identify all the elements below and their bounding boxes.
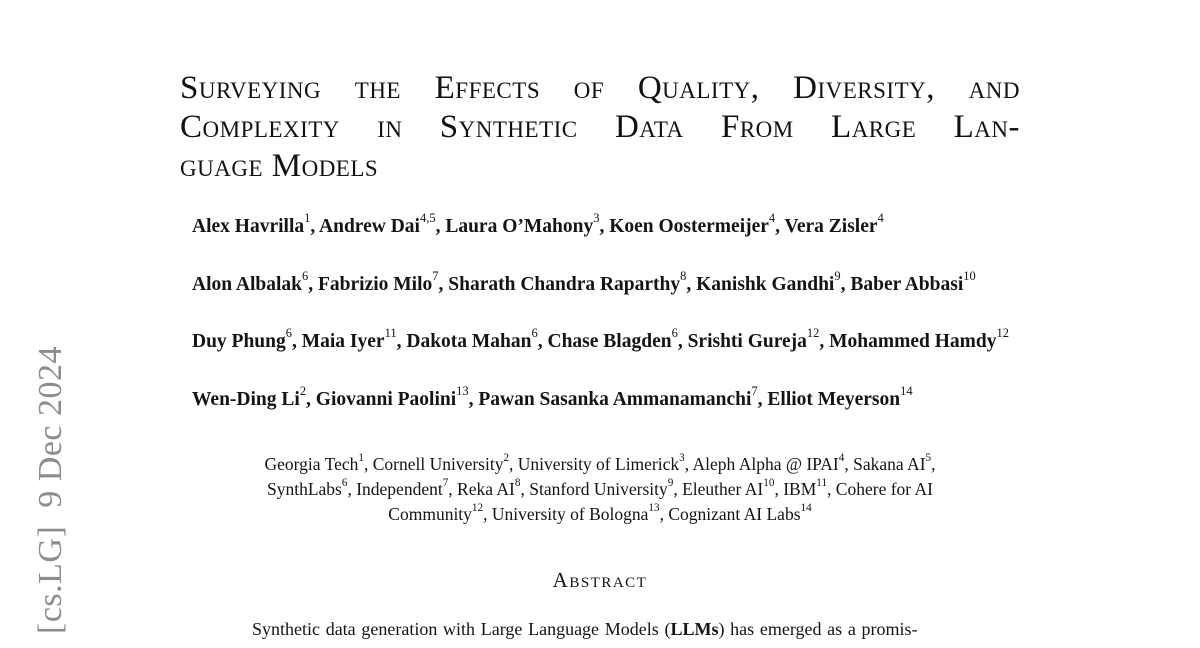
affiliation-line-1: Georgia Tech$^1$, Cornell University$^2$, University of Limerick$^3$, Aleph Alpha @ IPAI$^4$, Sakana $AI^5$, (264, 452, 936, 474)
title-line-2: Complexity in Synthetic Data From Large Lan- (180, 109, 1020, 145)
affiliations-block (180, 452, 1020, 527)
abstract-paragraph: Synthetic data generation with Large Language Models (LLMs) has emerged as a promis- (252, 619, 918, 639)
abstract-heading: Abstract (552, 568, 648, 592)
title-line-1: Surveying the Effects of Quality, Diversity, and (180, 70, 1020, 106)
paper-title (180, 69, 1020, 186)
author-line-1: Alex Havrilla$^1$, Andrew Dai$^{4,5}$, Laura O’Mahony$^3$, Koen Oostermeijer$^4$, Vera Zisler$^4$ (192, 211, 884, 237)
title-line-3: guage Models (180, 148, 379, 184)
affiliation-line-3: Community$^{12}$, University of Bologna$^{13}$, Cognizant AI Labs$^{14}$ (388, 502, 812, 524)
author-line-2: Alon Albalak$^6$, Fabrizio Milo$^7$, Sharath Chandra Raparthy$^8$, Kanishk Gandhi$^9$, Baber Abbasi$^{10}$ (192, 268, 976, 295)
affiliation-line-2: SynthLabs$^6$, Independent$^7$, Reka $AI^8$, Stanford University$^9$, Eleuther AI$^{10}$, IBM$^{11}$, Cohere for AI (266, 477, 933, 499)
authors-block (192, 198, 1042, 428)
arxiv-watermark: [cs.LG] 9 Dec 2024 (32, 345, 69, 634)
author-line-4: Wen-Ding Li$^2$, Giovanni Paolini$^{13}$, Pawan Sasanka Ammanamanchi$^7$, Elliot Meyerson$^{14}$ (192, 383, 913, 410)
author-line-3: Duy Phung$^6$, Maia Iyer$^{11}$, Dakota Mahan$^6$, Chase Blagden$^6$, Srishti Gureja$^{12}$, Mohammed Hamdy$^{12}$ (192, 326, 1009, 352)
